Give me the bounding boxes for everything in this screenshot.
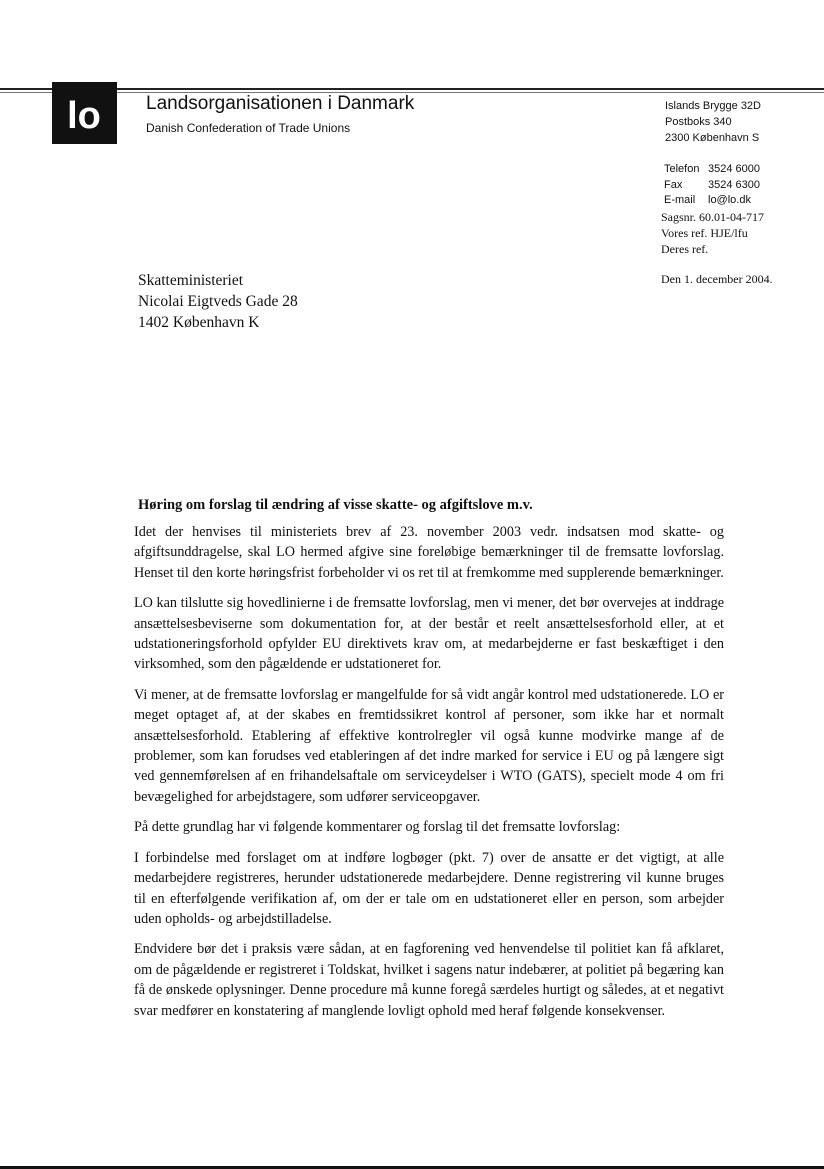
contact-label: E-mail [664, 194, 696, 206]
contact-label: Fax [664, 178, 683, 191]
letter-subject: Høring om forslag til ændring af visse skatte- og afgiftslove m.v. [138, 497, 533, 513]
contact-row-phone [664, 162, 760, 178]
recipient-line: Skatteministeriet [138, 272, 244, 289]
contact-value: lo@lo.dk [708, 194, 751, 206]
contact-value: 3524 6300 [708, 178, 760, 191]
sender-line: Postboks 340 [665, 116, 732, 128]
sender-address [665, 98, 761, 146]
body-paragraph: Endvidere bør det i praksis være sådan, at en fagforening ved henvendelse til politiet kan få afklaret, om de pågældende er registreret i Toldskat, hvilket i sagens natur indebærer, at politiet på begæring kan få de ønskede oplysninger. Denne procedure må kunne foregå særdeles hurtigt og således, at et negativt svar medfører en konstatering af manglende lovligt ophold med heraf følgende konsekvenser. [134, 941, 724, 1019]
recipient-line: Nicolai Eigtveds Gade 28 [138, 293, 298, 310]
sender-line: 2300 København S [665, 132, 760, 144]
contact-value: 3524 6000 [708, 163, 760, 175]
lo-logo [52, 82, 117, 144]
your-reference: Deres ref. [661, 242, 709, 256]
logo-text: lo [67, 95, 101, 137]
org-name: Landsorganisationen i Danmark [146, 93, 415, 114]
case-number: Sagsnr. 60.01-04-717 [661, 210, 764, 224]
letter-body [134, 522, 724, 1031]
body-paragraph: Vi mener, at de fremsatte lovforslag er mangelfulde for så vidt angår kontrol med udstationerede. LO er meget optaget af, at der skabes en fremtidssikret kontrol af personer, som ikke har et normalt ansættelsesforhold. Etablering af effektive kontrolregler vil også kunne modvirke mange af de problemer, som kan forudses ved etableringen af det indre marked for service i EU og på længere sigt ved gennemførelsen af en frihandelsaftale om serviceydelser i WTO (GATS), specielt mode 4 om fri bevægelighed for arbejdstagere, som udfører serviceopgaver. [134, 686, 724, 805]
contact-row-fax [664, 178, 760, 194]
body-paragraph: Idet der henvises til ministeriets brev af 23. november 2003 vedr. indsatsen mod skatte- og afgiftsunddragelse, skal LO hermed afgive sine foreløbige bemærkninger til de fremsatte lovforslag. Henset til den korte høringsfrist forbeholder vi os ret til at fremkomme med supplerende bemærkninger. [134, 524, 724, 581]
our-reference: Vores ref. HJE/lfu [661, 226, 748, 240]
body-paragraph: I forbindelse med forslaget om at indføre logbøger (pkt. 7) over de ansatte er det vigtigt, at alle medarbejdere registreres, herunder udstationerede medarbejdere. Denne registrering vil kunne bruges til en efterfølgende verifikation af, om der er tale om en udstationeret eller en person, som arbejder uden opholds- og arbejdstilladelse. [134, 849, 724, 927]
contact-label: Telefon [664, 163, 700, 175]
sender-line: Islands Brygge 32D [665, 100, 761, 112]
contact-row-email [664, 193, 760, 209]
letter-date: Den 1. december 2004. [661, 272, 773, 286]
recipient-address [138, 270, 298, 333]
reference-block [661, 209, 764, 257]
body-paragraph: LO kan tilslutte sig hovedlinierne i de fremsatte lovforslag, men vi mener, det bør overvejes at inddrage ansættelsesbeviserne som dokumentation for, at der består et reelt ansættelsesforhold eller, at et udstationeringsforhold opfylder EU direktivets krav om, at medarbejderne er fast beskæftiget i den virksomhed, som den pågældende er udstationeret for. [134, 595, 724, 673]
body-paragraph: På dette grundlag har vi følgende kommentarer og forslag til det fremsatte lovforslag: [134, 819, 621, 836]
org-subtitle: Danish Confederation of Trade Unions [146, 121, 351, 135]
contact-info [664, 162, 760, 209]
recipient-line: 1402 København K [138, 314, 260, 331]
